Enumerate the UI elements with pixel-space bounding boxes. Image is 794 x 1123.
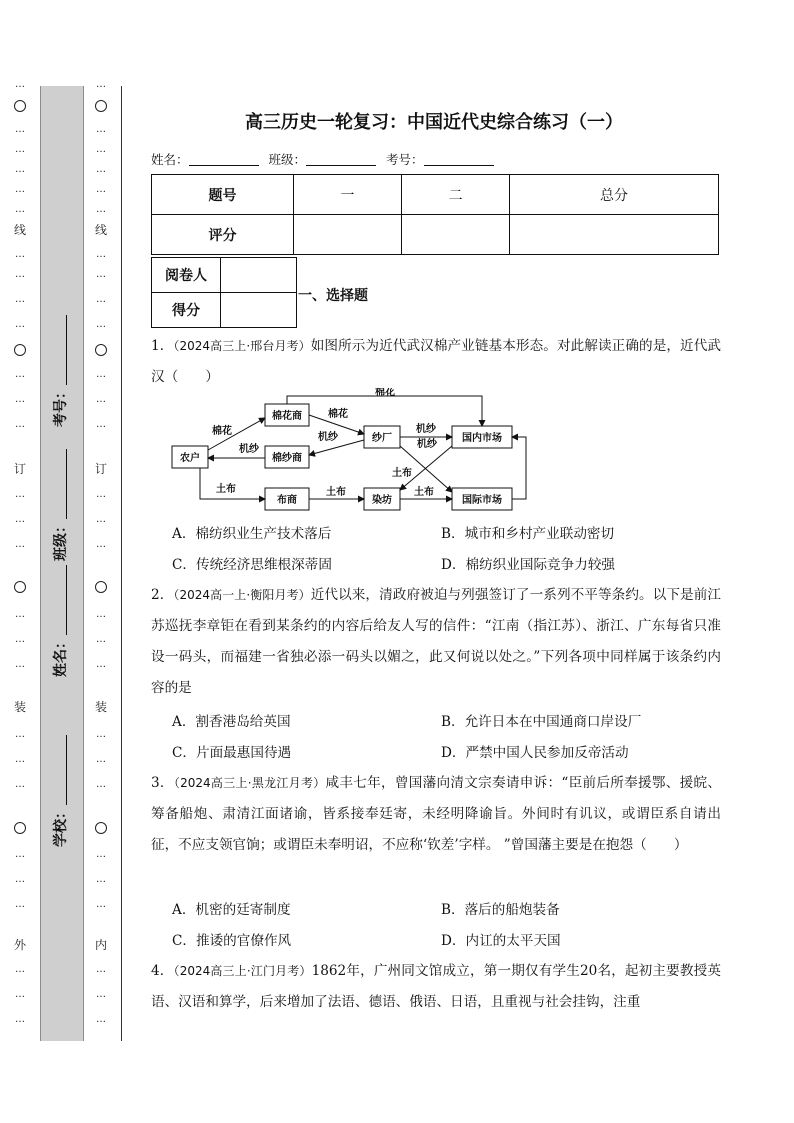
name-label: 姓名：	[151, 152, 189, 167]
dots: …	[96, 779, 106, 790]
circle-icon	[95, 100, 107, 112]
option-b[interactable]: B．落后的船炮装备	[441, 902, 560, 918]
dots: …	[15, 964, 25, 975]
option-d[interactable]: D．严禁中国人民参加反帝活动	[441, 745, 629, 761]
dots: …	[15, 849, 25, 860]
reviewer-score-row	[152, 293, 297, 328]
section-title: 一、选择题	[298, 288, 368, 304]
score-cell[interactable]	[294, 215, 402, 255]
dots: …	[96, 899, 106, 910]
dots: …	[96, 609, 106, 620]
score-table-header-row	[152, 175, 719, 215]
binding-char: 内	[94, 938, 107, 952]
edge-label-cotton: 棉花	[375, 388, 395, 398]
circle-icon	[95, 822, 107, 834]
exam-number-field	[50, 317, 70, 427]
dots: …	[96, 964, 106, 975]
dots: …	[96, 659, 106, 670]
school-field	[50, 737, 70, 847]
option-c[interactable]: C．推诿的官僚作风	[172, 933, 292, 949]
binding-char: 装	[13, 700, 26, 714]
dots: …	[15, 899, 25, 910]
class-blank[interactable]	[306, 153, 376, 166]
school-blank[interactable]	[54, 735, 67, 805]
dots: …	[96, 164, 106, 175]
outer-dotted-column	[13, 78, 27, 1038]
option-d[interactable]: D．内讧的太平天国	[441, 933, 561, 949]
question-3	[151, 768, 721, 861]
question-text: 咸丰七年，曾国藩向清文宗奏请申诉：“臣前后所奉援鄂、援皖、筹备船炮、肃清江面诸谕，皆系接奉廷寄，未经明降谕旨。外间时有讥议，或谓臣系自请出征，不应支领官饷；或谓臣未奉明诏，不应称‘钦差’字样。 ”曾国藩主要是在抱怨（ ）	[151, 775, 721, 853]
dots: …	[96, 754, 106, 765]
binding-char: 订	[94, 462, 107, 476]
student-info-line	[151, 150, 500, 168]
binding-char: 装	[94, 700, 107, 714]
circle-icon	[95, 344, 107, 356]
dots: …	[15, 294, 25, 305]
dots: …	[15, 989, 25, 1000]
edge-cotton-domestic	[287, 396, 482, 426]
question-source: （2024高三上·江门月考）	[173, 964, 312, 978]
inner-dotted-column	[94, 78, 108, 1038]
option-a[interactable]: A．割香港岛给英国	[172, 714, 291, 730]
question-source: （2024高一上·衡阳月考）	[173, 588, 311, 602]
circle-icon	[14, 581, 26, 593]
score-header-cell: 二	[402, 175, 510, 215]
label-yarn-merchant: 棉纱商	[272, 453, 302, 464]
question-1	[151, 331, 721, 393]
exam-number-blank[interactable]	[424, 153, 494, 166]
edge-international-domestic	[512, 437, 526, 499]
dots: …	[96, 514, 106, 525]
edge-label-machine-yarn: 机纱	[417, 439, 437, 450]
dots: …	[96, 294, 106, 305]
dots: …	[15, 729, 25, 740]
page-title: 高三历史一轮复习：中国近代史综合练习（一）	[245, 112, 623, 133]
dots: …	[15, 609, 25, 620]
class-label: 班级：	[52, 519, 68, 561]
edge-label-native-cloth: 土布	[414, 487, 434, 498]
class-label: 班级：	[268, 152, 307, 167]
question-text: 近代以来，清政府被迫与列强签订了一系列不平等条约。以下是前江苏巡抚李章钜在看到某条约的内容后给友人写的信件：“江南（指江苏）、浙江、广东每省只准设一码头，而福建一省独必添一码头以媚之，此又何说以处之。”下列各项中同样属于该条约内容的是	[151, 587, 721, 696]
score-header-cell: 一	[294, 175, 402, 215]
dots: …	[15, 184, 25, 195]
dots: …	[96, 124, 106, 135]
name-field	[50, 567, 70, 677]
dots: …	[96, 1014, 106, 1025]
option-d[interactable]: D．棉纺织业国际竞争力较强	[441, 557, 616, 573]
question-source: （2024高三上·邢台月考）	[173, 339, 311, 353]
dots: …	[15, 144, 25, 155]
margin-rule	[121, 86, 122, 1041]
edge-label-cotton: 棉花	[212, 426, 232, 437]
dots: …	[15, 659, 25, 670]
exam-number-label: 考号：	[52, 385, 68, 427]
dots: …	[96, 729, 106, 740]
dots: …	[15, 489, 25, 500]
dots: …	[15, 754, 25, 765]
dots: …	[15, 539, 25, 550]
dots: …	[96, 204, 106, 215]
label-spinning-mill: 纱厂	[372, 433, 392, 444]
reviewer-row	[152, 258, 297, 293]
option-a[interactable]: A．机密的廷寄制度	[172, 902, 291, 918]
question-4	[151, 956, 721, 1018]
circle-icon	[14, 822, 26, 834]
dots: …	[15, 204, 25, 215]
dots: …	[15, 369, 25, 380]
dots: …	[96, 634, 106, 645]
name-blank[interactable]	[189, 153, 259, 166]
dots: …	[96, 539, 106, 550]
dots: …	[15, 79, 25, 90]
class-field	[50, 451, 70, 561]
option-b[interactable]: B．城市和乡村产业联动密切	[441, 526, 615, 542]
dots: …	[96, 419, 106, 430]
score-cell[interactable]	[402, 215, 510, 255]
question-text: 如图所示为近代武汉棉产业链基本形态。对此解读正确的是，近代武汉（ ）	[151, 338, 721, 385]
dots: …	[15, 249, 25, 260]
dots: …	[15, 164, 25, 175]
edge-label-native-cloth: 土布	[326, 487, 346, 498]
option-c[interactable]: C．片面最惠国待遇	[172, 745, 292, 761]
exam-number-label: 考号：	[386, 152, 424, 167]
circle-icon	[95, 581, 107, 593]
dots: …	[96, 319, 106, 330]
dots: …	[96, 874, 106, 885]
circle-icon	[14, 344, 26, 356]
question-number: 4．	[151, 963, 174, 979]
dots: …	[15, 419, 25, 430]
dots: …	[15, 394, 25, 405]
dots: …	[96, 989, 106, 1000]
binding-char: 外	[13, 938, 26, 952]
student-info-band	[40, 86, 84, 1041]
reviewer-score-cell[interactable]	[221, 293, 297, 328]
binding-char: 订	[13, 462, 26, 476]
label-domestic-market: 国内市场	[462, 433, 502, 444]
name-blank[interactable]	[54, 565, 67, 635]
reviewer-score-label: 得分	[152, 293, 221, 328]
edge-label-native-cloth: 土布	[392, 468, 412, 479]
question-number: 1．	[151, 338, 174, 354]
option-b[interactable]: B．允许日本在中国通商口岸设厂	[441, 714, 642, 730]
label-international-market: 国际市场	[462, 495, 502, 506]
edge-label-machine-yarn: 机纱	[239, 444, 259, 455]
score-row-label: 评分	[152, 215, 294, 255]
binding-char: 线	[94, 223, 107, 237]
dots: …	[96, 249, 106, 260]
dots: …	[96, 369, 106, 380]
reviewer-table	[151, 257, 297, 328]
question-number: 2．	[151, 587, 174, 603]
dots: …	[96, 144, 106, 155]
class-blank[interactable]	[54, 449, 67, 519]
score-table-row	[152, 215, 719, 255]
school-label: 学校：	[52, 805, 68, 847]
dots: …	[15, 514, 25, 525]
dots: …	[96, 184, 106, 195]
dots: …	[15, 874, 25, 885]
score-table	[151, 174, 719, 255]
edge-label-cotton: 棉花	[328, 409, 348, 420]
label-farmer: 农户	[180, 453, 200, 464]
edge-label-machine-yarn: 机纱	[416, 424, 436, 435]
score-cell[interactable]	[510, 215, 719, 255]
exam-number-blank[interactable]	[54, 315, 67, 385]
question-2	[151, 580, 721, 704]
reviewer-label: 阅卷人	[152, 258, 221, 293]
option-a[interactable]: A．棉纺织业生产技术落后	[172, 526, 332, 542]
option-c[interactable]: C．传统经济思维根深蒂固	[172, 557, 332, 573]
label-cotton-merchant: 棉花商	[272, 411, 302, 422]
question-source: （2024高三上·黑龙江月考）	[173, 776, 326, 790]
score-header-cell: 题号	[152, 175, 294, 215]
question-number: 3．	[151, 775, 174, 791]
edge-label-native-cloth: 土布	[216, 484, 236, 495]
cotton-industry-chain-diagram	[170, 388, 540, 514]
label-dye-house: 染坊	[372, 495, 392, 506]
binding-char: 线	[13, 223, 26, 237]
dots: …	[15, 779, 25, 790]
label-cloth-merchant: 布商	[277, 495, 297, 506]
dots: …	[15, 634, 25, 645]
edge-label-machine-yarn: 机纱	[318, 432, 338, 443]
dots: …	[96, 489, 106, 500]
dots: …	[96, 79, 106, 90]
dots: …	[96, 394, 106, 405]
score-header-cell: 总分	[510, 175, 719, 215]
circle-icon	[14, 100, 26, 112]
dots: …	[15, 269, 25, 280]
name-label: 姓名：	[52, 635, 68, 677]
dots: …	[15, 1014, 25, 1025]
question-text: 1862年，广州同文馆成立，第一期仅有学生20名，起初主要教授英语、汉语和算学，后来增加了法语、德语、俄语、日语，且重视与社会挂钩，注重	[151, 963, 721, 1010]
dots: …	[96, 269, 106, 280]
dots: …	[15, 124, 25, 135]
dots: …	[15, 319, 25, 330]
reviewer-cell[interactable]	[221, 258, 297, 293]
dots: …	[96, 849, 106, 860]
